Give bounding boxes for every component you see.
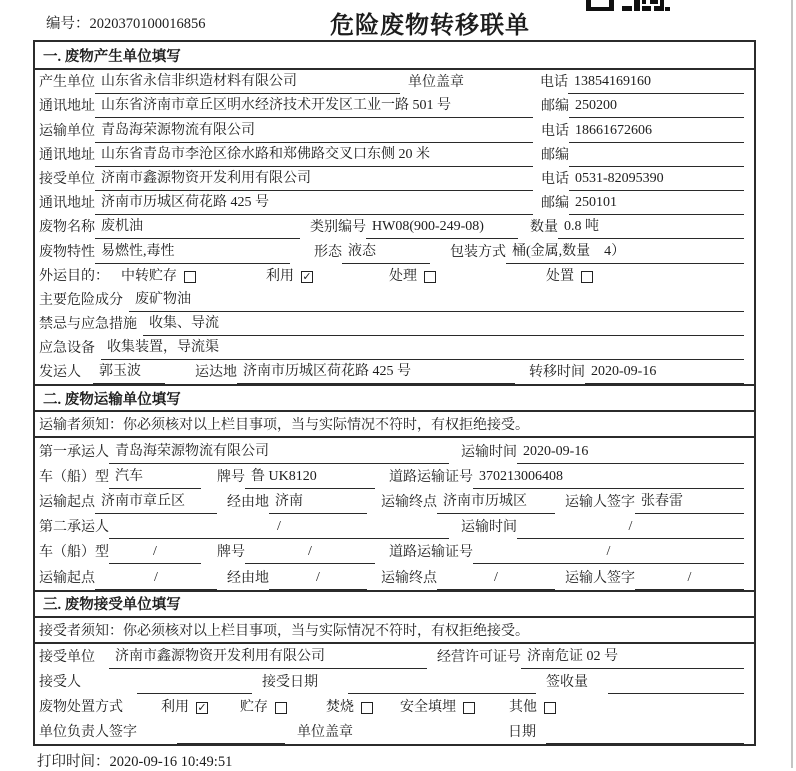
acceptor-label: 接受人 (39, 674, 81, 690)
purpose-treat-checkbox (424, 271, 436, 283)
row-acceptor (35, 669, 754, 694)
receiver-value: 济南市鑫源物资开发利用有限公司 (95, 167, 533, 191)
disposal-burn-checkbox (361, 702, 373, 714)
responsible-sign-label: 单位负责人签字 (39, 725, 137, 741)
row-carrier1 (35, 438, 754, 463)
form-value: 液态 (342, 240, 430, 264)
phone-label: 电话 (541, 123, 569, 139)
shipper-label: 发运人 (39, 365, 81, 381)
carrier2-sign-value: / (635, 570, 744, 590)
responsible-sign-value (177, 740, 285, 744)
section2-title: 二. 废物运输单位填写 (35, 384, 754, 412)
transporter-zip-value (569, 163, 744, 167)
carrier2-label: 第二承运人 (39, 520, 109, 536)
row-vehicle1 (35, 464, 754, 489)
route2-start-value: / (95, 570, 217, 590)
packing-value: 桶(金属,数量 4） (506, 240, 744, 264)
unit-seal-label: 单位盖章 (297, 725, 353, 741)
page-title: 危险废物转移联单 (330, 13, 530, 39)
row-carrier2 (35, 514, 754, 539)
address-label: 通讯地址 (39, 147, 95, 163)
row-producer-address (35, 94, 754, 118)
quantity-label: 数量 (530, 220, 558, 236)
carrier-sign-label: 运输人签字 (565, 495, 635, 510)
date-label: 日期 (508, 725, 536, 741)
purpose-dispose-checkbox (581, 271, 593, 283)
zip-label: 邮编 (541, 99, 569, 115)
carrier1-value: 青岛海荣源物流有限公司 (109, 440, 449, 464)
carrier-sign-value: 张春雷 (635, 490, 744, 514)
route-via-value: 济南 (269, 490, 367, 514)
section3-title: 三. 废物接受单位填写 (35, 590, 754, 618)
row-vehicle2 (35, 539, 754, 564)
shipper-value: 郭玉波 (93, 360, 165, 384)
permit-value: 济南危证 02 号 (521, 645, 744, 669)
route-end-value: 济南市历城区 (437, 490, 555, 514)
row-waste-name (35, 215, 754, 239)
row-producer (35, 70, 754, 94)
quantity-value: 0.8 吨 (558, 215, 744, 239)
transporter-label: 运输单位 (39, 123, 95, 139)
waste-traits-label: 废物特性 (39, 244, 95, 260)
transporter-phone-value: 18661672606 (569, 123, 744, 143)
row-shipper (35, 360, 754, 384)
producer-value: 山东省永信非织造材料有限公司 (95, 70, 400, 94)
equipment-label: 应急设备 (39, 341, 95, 357)
section1-title: 一. 废物产生单位填写 (35, 42, 754, 70)
producer-phone-value: 13854169160 (568, 74, 744, 94)
receiver-label: 接受单位 (39, 171, 95, 187)
row-route1 (35, 489, 754, 514)
row-equipment (35, 336, 754, 360)
purpose-transfer-checkbox (184, 271, 196, 283)
zip-label: 邮编 (541, 147, 569, 163)
carrier1-label: 第一承运人 (39, 444, 109, 460)
category-value: HW08(900-249-08) (366, 219, 518, 239)
serial-value: 2020370100016856 (89, 16, 206, 32)
route2-via-value: / (269, 570, 367, 590)
received-qty-value (608, 690, 744, 694)
row-receiver-address (35, 191, 754, 215)
address-label: 通讯地址 (39, 99, 95, 115)
producer-zip-value: 250200 (569, 98, 744, 118)
accept-unit-value: 济南市鑫源物资开发利用有限公司 (109, 645, 427, 669)
transporter-address-value: 山东省青岛市李沧区徐水路和郑佛路交叉口东侧 20 米 (95, 143, 533, 167)
road-cert-label: 道路运输证号 (389, 469, 473, 485)
permit-label: 经营许可证号 (437, 649, 521, 665)
route2-via-label: 经由地 (227, 570, 269, 586)
plate2-value: / (245, 544, 375, 564)
row-transporter (35, 118, 754, 142)
main-hazard-value: 废矿物油 (129, 288, 744, 312)
purpose-option-dispose-label: 处置 (546, 268, 574, 284)
serial-label: 编号： (46, 16, 90, 32)
phone-label: 电话 (541, 171, 569, 187)
plate2-label: 牌号 (217, 545, 245, 561)
purpose-label: 外运目的： (39, 268, 109, 284)
phone-label: 电话 (540, 75, 568, 91)
route2-end-label: 运输终点 (381, 570, 437, 586)
zip-label: 邮编 (541, 196, 569, 212)
page-edge-divider (791, 0, 793, 768)
acceptor-value (137, 690, 252, 694)
transport-time-label: 运输时间 (461, 444, 517, 460)
row-receiver (35, 167, 754, 191)
vehicle1-label: 车（船）型 (39, 469, 109, 485)
row-route2 (35, 564, 754, 589)
disposal-use-checkbox: ✓ (197, 702, 207, 715)
waste-name-value: 废机油 (95, 215, 300, 239)
received-qty-label: 签收量 (546, 674, 588, 690)
transport-time2-value: / (517, 519, 744, 539)
disposal-burn-label: 焚烧 (326, 700, 354, 716)
waste-traits-value: 易燃性,毒性 (95, 240, 290, 264)
row-waste-traits (35, 239, 754, 263)
seal-label: 单位盖章 (408, 75, 464, 91)
main-hazard-label: 主要危险成分 (39, 292, 123, 308)
serial-number-line (46, 12, 206, 33)
disposal-landfill-checkbox (463, 702, 475, 714)
disposal-label: 废物处置方式 (39, 700, 123, 716)
disposal-other-label: 其他 (509, 700, 537, 716)
disposal-store-label: 贮存 (240, 700, 268, 716)
accept-unit-label: 接受单位 (39, 649, 95, 665)
route-via-label: 经由地 (227, 495, 269, 510)
route2-start-label: 运输起点 (39, 570, 95, 586)
precautions-label: 禁忌与应急措施 (39, 317, 137, 333)
disposal-use-label: 利用 (161, 700, 189, 716)
route2-end-value: / (437, 570, 555, 590)
row-accept-unit (35, 644, 754, 669)
row-transporter-address (35, 143, 754, 167)
destination-value: 济南市历城区荷花路 425 号 (237, 360, 515, 384)
producer-address-value: 山东省济南市章丘区明水经济技术开发区工业一路 501 号 (95, 94, 533, 118)
road-cert2-value: / (473, 544, 744, 564)
accept-date-value (348, 690, 536, 694)
receiver-zip-value: 250101 (569, 195, 744, 215)
accept-date-label: 接受日期 (262, 674, 318, 690)
category-label: 类别编号 (310, 220, 366, 236)
date-value (546, 740, 744, 744)
purpose-use-checkbox: ✓ (302, 270, 312, 283)
transfer-form-table (33, 40, 756, 746)
route-start-value: 济南市章丘区 (95, 490, 217, 514)
disposal-other-checkbox (544, 702, 556, 714)
disposal-landfill-label: 安全填埋 (400, 700, 456, 716)
form-label: 形态 (314, 244, 342, 260)
route-start-label: 运输起点 (39, 495, 95, 510)
transfer-time-label: 转移时间 (529, 365, 585, 381)
precautions-value: 收集、导流 (143, 312, 744, 336)
plate-value: 鲁 UK8120 (245, 465, 375, 489)
row-main-hazard (35, 288, 754, 312)
address-label: 通讯地址 (39, 196, 95, 212)
transport-time-label: 运输时间 (461, 520, 517, 536)
transfer-time-value: 2020-09-16 (585, 364, 744, 384)
row-purpose (35, 264, 754, 288)
vehicle2-label: 车（船）型 (39, 545, 109, 561)
road-cert-value: 370213006408 (473, 469, 744, 489)
producer-label: 产生单位 (39, 75, 95, 91)
print-time-value: 2020-09-16 10:49:51 (109, 754, 233, 770)
qr-code-fragment-icon (586, 0, 670, 11)
carrier2-sign-label: 运输人签字 (565, 570, 635, 586)
waste-name-label: 废物名称 (39, 220, 95, 236)
vehicle2-value: / (109, 544, 201, 564)
packing-label: 包装方式 (450, 244, 506, 260)
print-time-label: 打印时间： (37, 754, 110, 770)
purpose-option-transfer-label: 中转贮存 (121, 268, 177, 284)
row-precautions (35, 312, 754, 336)
plate-label: 牌号 (217, 469, 245, 485)
row-disposal (35, 694, 754, 719)
equipment-value: 收集装置，导流渠 (101, 336, 744, 360)
carrier2-value: / (109, 519, 449, 539)
transport-time-value: 2020-09-16 (517, 444, 744, 464)
transporter-value: 青岛海荣源物流有限公司 (95, 119, 533, 143)
destination-label: 运达地 (195, 365, 237, 381)
vehicle1-value: 汽车 (109, 465, 201, 489)
receiver-phone-value: 0531-82095390 (569, 171, 744, 191)
road-cert2-label: 道路运输证号 (389, 545, 473, 561)
disposal-store-checkbox (275, 702, 287, 714)
route-end-label: 运输终点 (381, 495, 437, 510)
purpose-option-use-label: 利用 (266, 268, 294, 284)
receiver-address-value: 济南市历城区荷花路 425 号 (95, 191, 533, 215)
section2-notice: 运输者须知：你必须核对以上栏目事项，当与实际情况不符时，有权拒绝接受。 (35, 412, 754, 438)
purpose-option-treat-label: 处理 (389, 268, 417, 284)
row-responsible-sign (35, 719, 754, 744)
section3-notice: 接受者须知：你必须核对以上栏目事项，当与实际情况不符时，有权拒绝接受。 (35, 618, 754, 644)
